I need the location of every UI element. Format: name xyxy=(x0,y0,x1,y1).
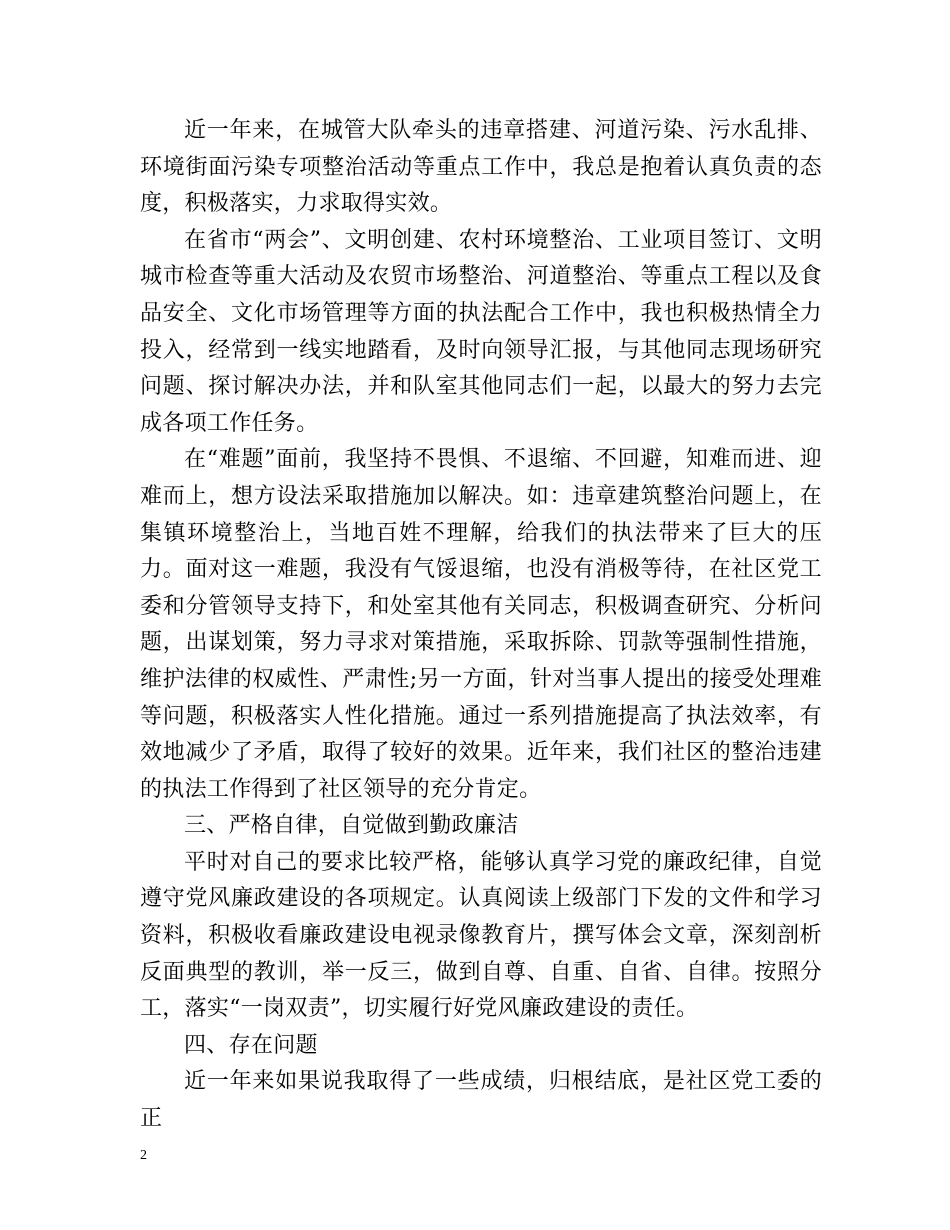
body-paragraph: 在“难题”面前，我坚持不畏惧、不退缩、不回避，知难而进、迎难而上，想方设法采取措施加以解决。如：违章建筑整治问题上，在集镇环境整治上，当地百姓不理解，给我们的执法带来了巨大的压力。面对这一难题，我没有气馁退缩，也没有消极等待，在社区党工委和分管领导支持下，和处室其他有关同志，积极调查研究、分析问题，出谋划策，努力寻求对策措施，采取拆除、罚款等强制性措施，维护法律的权威性、严肃性;另一方面，针对当事人提出的接受处理难等问题，积极落实人性化措施。通过一系列措施提高了执法效率，有效地减少了矛盾，取得了较好的效果。近年来，我们社区的整治违建的执法工作得到了社区领导的充分肯定。 xyxy=(140,447,822,802)
body-paragraph: 近一年来如果说我取得了一些成绩，归根结底，是社区党工委的正 xyxy=(140,1069,822,1132)
body-paragraph: 在省市“两会”、文明创建、农村环境整治、工业项目签订、文明城市检查等重大活动及农贸市场整治、河道整治、等重点工程以及食品安全、文化市场管理等方面的执法配合工作中，我也积极热情全力投入，经常到一线实地踏看，及时向领导汇报，与其他同志现场研究问题、探讨解决办法，并和队室其他同志们一起，以最大的努力去完成各项工作任务。 xyxy=(140,227,822,436)
body-paragraph: 近一年来，在城管大队牵头的违章搭建、河道污染、污水乱排、环境街面污染专项整治活动等重点工作中，我总是抱着认真负责的态度，积极落实，力求取得实效。 xyxy=(140,118,822,217)
body-paragraph: 平时对自己的要求比较严格，能够认真学习党的廉政纪律，自觉遵守党风廉政建设的各项规定。认真阅读上级部门下发的文件和学习资料，积极收看廉政建设电视录像教育片，撰写体会文章，深刻剖析反面典型的教训，举一反三，做到自尊、自重、自省、自律。按照分工，落实“一岗双责”，切实履行好党风廉政建设的责任。 xyxy=(140,849,822,1022)
document-body xyxy=(140,113,822,1138)
section-heading: 三、严格自律，自觉做到勤政廉洁 xyxy=(184,813,519,839)
page-number: 2 xyxy=(140,1148,147,1163)
section-heading: 四、存在问题 xyxy=(184,1032,318,1058)
